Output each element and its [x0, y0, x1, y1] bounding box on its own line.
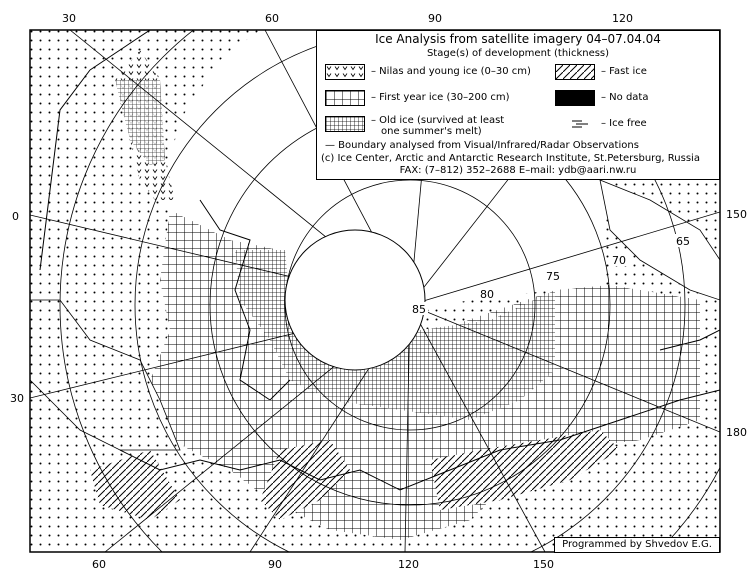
lat-label-65: 65 — [676, 235, 690, 248]
legend-old-ice-2: one summer's melt) — [381, 126, 482, 137]
no-data-swatch — [555, 90, 595, 106]
nilas-swatch — [325, 64, 365, 80]
legend-title: Ice Analysis from satellite imagery 04–07.04.04 — [375, 32, 661, 46]
pole-circle — [285, 230, 425, 370]
legend-subtitle: Stage(s) of development (thickness) — [426, 48, 610, 59]
top-label-120: 120 — [612, 12, 633, 25]
legend-old-ice-1: – Old ice (survived at least — [371, 115, 505, 126]
legend-first-year: – First year ice (30–200 cm) — [371, 92, 510, 103]
legend-nilas: – Nilas and young ice (0–30 cm) — [371, 66, 531, 77]
left-label-0: 0 — [12, 210, 19, 223]
ice-free-symbol-icon — [569, 117, 591, 131]
bottom-label-60: 60 — [92, 558, 106, 571]
old-ice-swatch — [325, 116, 365, 132]
legend-contact: FAX: (7–812) 352–2688 E–mail: ydb@aari.nw.ru — [399, 165, 637, 176]
top-label-90: 90 — [428, 12, 442, 25]
top-label-30: 30 — [62, 12, 76, 25]
bottom-label-120: 120 — [398, 558, 419, 571]
lat-label-70: 70 — [612, 254, 626, 267]
right-label-180: 180 — [726, 426, 747, 439]
legend-institute: (c) Ice Center, Arctic and Antarctic Research Institute, St.Petersburg, Russia — [321, 153, 700, 164]
left-label-30: 30 — [10, 392, 24, 405]
lat-label-75: 75 — [546, 270, 560, 283]
lat-label-85: 85 — [412, 303, 426, 316]
first-year-swatch — [325, 90, 365, 106]
top-label-60: 60 — [265, 12, 279, 25]
fast-ice-swatch — [555, 64, 595, 80]
right-label-150: 150 — [726, 208, 747, 221]
bottom-label-150: 150 — [533, 558, 554, 571]
lat-label-80: 80 — [480, 288, 494, 301]
legend-box — [316, 30, 720, 180]
legend-fast-ice: – Fast ice — [601, 66, 647, 77]
bottom-label-90: 90 — [268, 558, 282, 571]
credit-box: Programmed by Shvedov E.G. — [554, 537, 720, 553]
legend-boundary: — Boundary analysed from Visual/Infrared/Radar Observations — [325, 140, 639, 151]
legend-no-data: – No data — [601, 92, 649, 103]
legend-ice-free: – Ice free — [601, 118, 647, 129]
